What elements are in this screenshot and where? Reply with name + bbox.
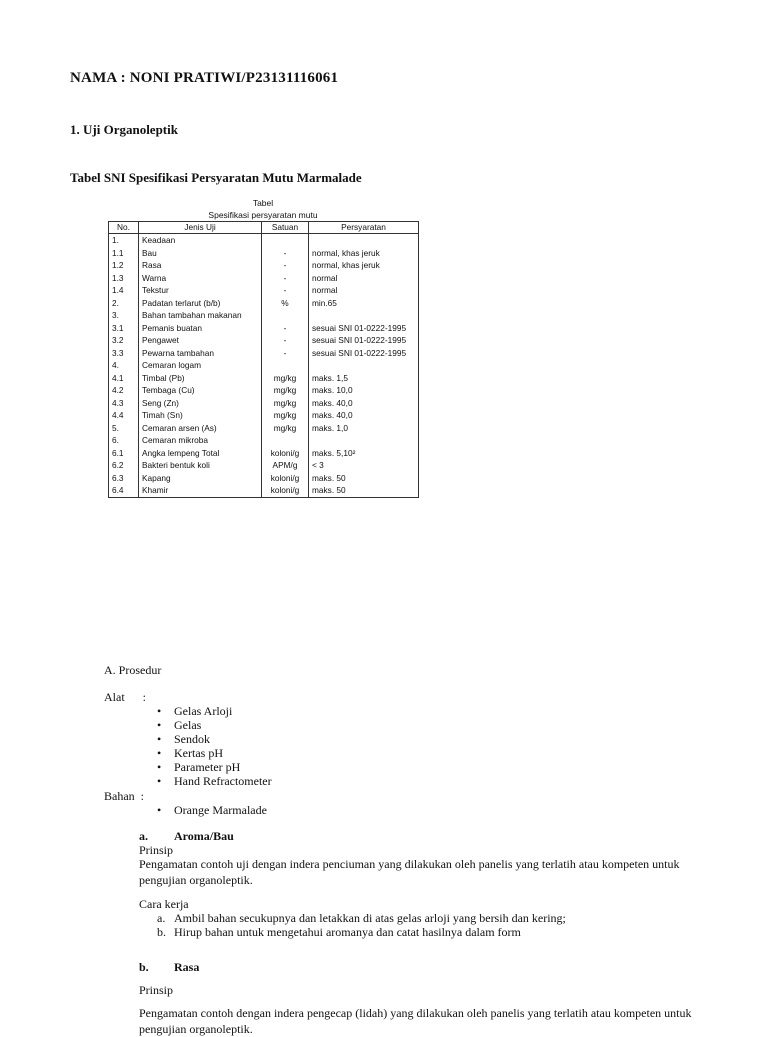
alat-list: [157, 704, 272, 788]
cell-jenis-uji: Cemaran arsen (As): [139, 422, 262, 435]
table-row: [109, 422, 419, 435]
table-row: [109, 259, 419, 272]
cell-jenis-uji: Pemanis buatan: [139, 322, 262, 335]
cell-satuan: koloni/g: [262, 484, 309, 497]
table-row: [109, 247, 419, 260]
cell-persyaratan: normal, khas jeruk: [309, 259, 419, 272]
table-row: [109, 434, 419, 447]
table-row: [109, 372, 419, 385]
prinsip-paragraph: Pengamatan contoh dengan indera pengecap (lidah) yang dilakukan oleh panelis yang terlatih atau kompeten untuk pengujian organoleptik.: [139, 1006, 692, 1036]
cell-no: 6.1: [109, 447, 139, 460]
subheading-letter: b.: [139, 960, 149, 974]
cell-satuan: [262, 434, 309, 447]
table-header-row: [109, 222, 419, 234]
col-header-jenis-uji: Jenis Uji: [139, 222, 262, 234]
prinsip-paragraph: Pengamatan contoh uji dengan indera penciuman yang dilakukan oleh panelis yang terlatih atau kompeten untuk pengujian organoleptik.: [139, 857, 680, 887]
cell-persyaratan: normal: [309, 272, 419, 285]
table-row: [109, 334, 419, 347]
section-heading-uji-organoleptik: 1. Uji Organoleptik: [70, 122, 178, 137]
cell-satuan: mg/kg: [262, 384, 309, 397]
list-item: • Parameter pH: [157, 760, 272, 774]
cell-persyaratan: maks. 5,10²: [309, 447, 419, 460]
table-row: [109, 484, 419, 497]
cell-jenis-uji: Bau: [139, 247, 262, 260]
cell-jenis-uji: Timbal (Pb): [139, 372, 262, 385]
table-row: [109, 234, 419, 247]
cell-jenis-uji: Kapang: [139, 472, 262, 485]
cell-persyaratan: maks. 10,0: [309, 384, 419, 397]
cell-satuan: [262, 309, 309, 322]
table-row: [109, 297, 419, 310]
cell-satuan: mg/kg: [262, 372, 309, 385]
cell-satuan: -: [262, 272, 309, 285]
subheading-letter: a.: [139, 829, 148, 843]
cell-no: 3.: [109, 309, 139, 322]
cell-jenis-uji: Tekstur: [139, 284, 262, 297]
table-row: [109, 322, 419, 335]
cell-persyaratan: sesuai SNI 01-0222-1995: [309, 334, 419, 347]
cell-satuan: -: [262, 259, 309, 272]
cara-kerja-steps: [157, 911, 566, 939]
cell-no: 6.2: [109, 459, 139, 472]
alat-label: Alat :: [104, 690, 146, 704]
table-title: Tabel SNI Spesifikasi Persyaratan Mutu Marmalade: [70, 170, 362, 185]
cell-satuan: APM/g: [262, 459, 309, 472]
cell-jenis-uji: Pengawet: [139, 334, 262, 347]
cell-jenis-uji: Bahan tambahan makanan: [139, 309, 262, 322]
cell-jenis-uji: Warna: [139, 272, 262, 285]
cara-kerja-label: Cara kerja: [139, 897, 189, 911]
subheading-aroma: [139, 829, 234, 844]
cell-no: 1.2: [109, 259, 139, 272]
table-row: [109, 284, 419, 297]
step-text: Ambil bahan secukupnya dan letakkan di atas gelas arloji yang bersih dan kering;: [174, 911, 566, 925]
cell-no: 4.1: [109, 372, 139, 385]
cell-persyaratan: [309, 309, 419, 322]
cell-satuan: -: [262, 322, 309, 335]
step-item: [157, 911, 566, 925]
step-item: [157, 925, 566, 939]
cell-persyaratan: min.65: [309, 297, 419, 310]
prinsip-label: Prinsip: [139, 983, 174, 997]
cell-jenis-uji: Tembaga (Cu): [139, 384, 262, 397]
table-row: [109, 272, 419, 285]
cell-satuan: mg/kg: [262, 409, 309, 422]
cell-jenis-uji: Bakteri bentuk koli: [139, 459, 262, 472]
cell-no: 6.4: [109, 484, 139, 497]
cell-persyaratan: maks. 40,0: [309, 397, 419, 410]
table-row: [109, 447, 419, 460]
col-header-satuan: Satuan: [262, 222, 309, 234]
cell-no: 4.3: [109, 397, 139, 410]
cell-no: 1.1: [109, 247, 139, 260]
col-header-persyaratan: Persyaratan: [309, 222, 419, 234]
cell-no: 4.4: [109, 409, 139, 422]
cell-jenis-uji: Timah (Sn): [139, 409, 262, 422]
table-subcaption: Spesifikasi persyaratan mutu: [208, 210, 318, 220]
cell-satuan: -: [262, 247, 309, 260]
list-item: • Hand Refractometer: [157, 774, 272, 788]
table-caption: Tabel: [252, 198, 274, 208]
step-marker: b.: [157, 925, 166, 939]
list-item: • Orange Marmalade: [157, 803, 267, 817]
subheading-title: Aroma/Bau: [174, 829, 234, 843]
cell-persyaratan: [309, 234, 419, 247]
cell-persyaratan: [309, 359, 419, 372]
cell-jenis-uji: Angka lempeng Total: [139, 447, 262, 460]
cell-satuan: [262, 234, 309, 247]
cell-no: 4.: [109, 359, 139, 372]
cell-satuan: -: [262, 284, 309, 297]
list-item: • Sendok: [157, 732, 272, 746]
step-marker: a.: [157, 911, 166, 925]
cell-jenis-uji: Pewarna tambahan: [139, 347, 262, 360]
sni-spec-table: [108, 221, 419, 498]
step-text: Hirup bahan untuk mengetahui aromanya dan catat hasilnya dalam form: [174, 925, 521, 939]
bahan-list: [157, 803, 267, 817]
cell-jenis-uji: Keadaan: [139, 234, 262, 247]
cell-persyaratan: maks. 40,0: [309, 409, 419, 422]
cell-persyaratan: maks. 50: [309, 484, 419, 497]
cell-persyaratan: sesuai SNI 01-0222-1995: [309, 347, 419, 360]
table-row: [109, 472, 419, 485]
cell-satuan: %: [262, 297, 309, 310]
prinsip-label: Prinsip: [139, 843, 174, 857]
cell-no: 4.2: [109, 384, 139, 397]
cell-no: 3.3: [109, 347, 139, 360]
prosedur-heading: A. Prosedur: [104, 663, 162, 677]
table-row: [109, 347, 419, 360]
subheading-rasa: [139, 960, 199, 975]
list-item: • Gelas: [157, 718, 272, 732]
cell-no: 1.: [109, 234, 139, 247]
author-name-line: NAMA : NONI PRATIWI/P23131116061: [70, 70, 339, 86]
cell-satuan: koloni/g: [262, 447, 309, 460]
cell-jenis-uji: Rasa: [139, 259, 262, 272]
cell-no: 3.2: [109, 334, 139, 347]
cell-persyaratan: < 3: [309, 459, 419, 472]
cell-satuan: mg/kg: [262, 422, 309, 435]
cell-persyaratan: maks. 1,0: [309, 422, 419, 435]
table-row: [109, 397, 419, 410]
table-row: [109, 359, 419, 372]
cell-jenis-uji: Cemaran logam: [139, 359, 262, 372]
cell-no: 1.3: [109, 272, 139, 285]
bahan-label: Bahan :: [104, 789, 144, 803]
cell-satuan: mg/kg: [262, 397, 309, 410]
col-header-no: No.: [109, 222, 139, 234]
cell-satuan: -: [262, 334, 309, 347]
cell-satuan: -: [262, 347, 309, 360]
cell-persyaratan: sesuai SNI 01-0222-1995: [309, 322, 419, 335]
cell-satuan: [262, 359, 309, 372]
list-item: • Gelas Arloji: [157, 704, 272, 718]
table-row: [109, 409, 419, 422]
cell-no: 1.4: [109, 284, 139, 297]
cell-satuan: koloni/g: [262, 472, 309, 485]
cell-jenis-uji: Padatan terlarut (b/b): [139, 297, 262, 310]
list-item: • Kertas pH: [157, 746, 272, 760]
table-row: [109, 309, 419, 322]
cell-no: 2.: [109, 297, 139, 310]
cell-no: 6.3: [109, 472, 139, 485]
cell-jenis-uji: Cemaran mikroba: [139, 434, 262, 447]
cell-persyaratan: maks. 50: [309, 472, 419, 485]
table-row: [109, 459, 419, 472]
cell-persyaratan: normal, khas jeruk: [309, 247, 419, 260]
cell-jenis-uji: Seng (Zn): [139, 397, 262, 410]
table-row: [109, 384, 419, 397]
subheading-title: Rasa: [174, 960, 200, 974]
cell-persyaratan: [309, 434, 419, 447]
cell-no: 3.1: [109, 322, 139, 335]
cell-persyaratan: maks. 1,5: [309, 372, 419, 385]
cell-no: 5.: [109, 422, 139, 435]
cell-jenis-uji: Khamir: [139, 484, 262, 497]
cell-persyaratan: normal: [309, 284, 419, 297]
cell-no: 6.: [109, 434, 139, 447]
